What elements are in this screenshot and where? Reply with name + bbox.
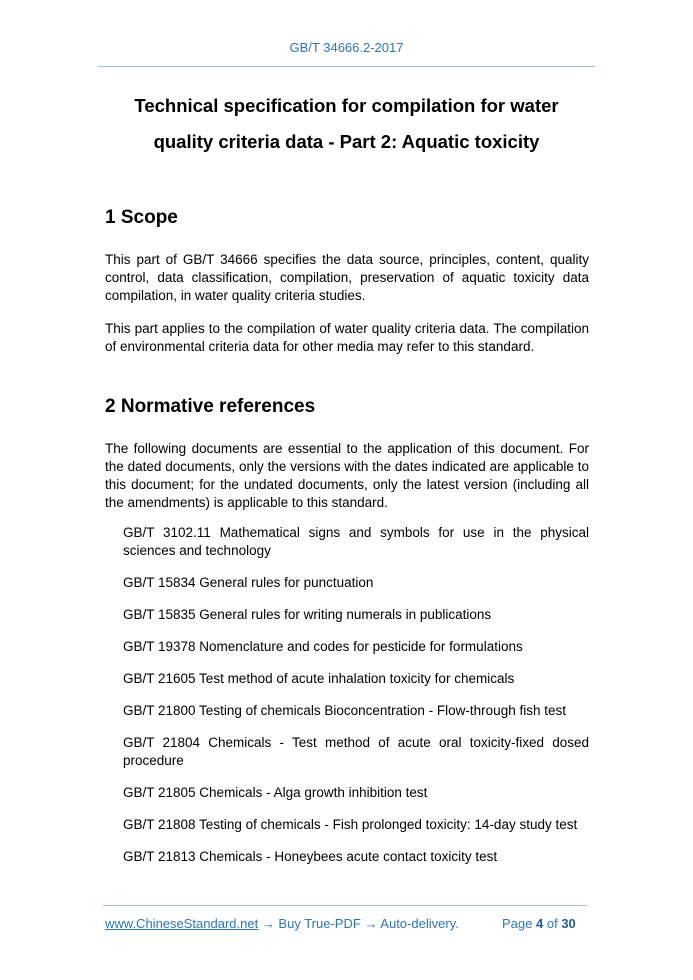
- document-title-line-1: Technical specification for compilation for water: [134, 95, 559, 116]
- page-current: 4: [536, 916, 544, 931]
- reference-item: GB/T 21805 Chemicals - Alga growth inhibition test: [123, 785, 428, 800]
- footer-promo: [105, 916, 459, 931]
- reference-item: GB/T 15835 General rules for writing numerals in publications: [123, 607, 492, 622]
- page-total: 30: [561, 916, 576, 931]
- page-label: Page: [502, 916, 533, 931]
- document-title-line-2: quality criteria data - Part 2: Aquatic toxicity: [153, 131, 540, 152]
- reference-item: GB/T 15834 General rules for punctuation: [123, 575, 374, 590]
- normative-references-intro: The following documents are essential to the application of this document. For the dated documents, only the versions with the dates indicated are applicable to this document; for the undated documents, only the latest version (including all the amendments) is applicable to this standard.: [105, 441, 589, 510]
- scope-paragraph-1: This part of GB/T 34666 specifies the data source, principles, content, quality control, data classification, compilation, preservation of aquatic toxicity data compilation, in water quality criteria studies.: [105, 252, 589, 303]
- chinesestandard-link[interactable]: www.ChineseStandard.net: [105, 916, 259, 931]
- document-title: [98, 88, 595, 160]
- reference-item: GB/T 21605 Test method of acute inhalation toxicity for chemicals: [123, 671, 515, 686]
- reference-item: GB/T 21808 Testing of chemicals - Fish prolonged toxicity: 14-day study test: [123, 817, 578, 832]
- page-header-standard-code: GB/T 34666.2-2017: [289, 40, 404, 55]
- reference-item: GB/T 21804 Chemicals - Test method of acute oral toxicity-fixed dosed procedure: [123, 735, 589, 768]
- reference-item: GB/T 3102.11 Mathematical signs and symbols for use in the physical sciences and technology: [123, 525, 589, 558]
- section-heading-normative-references: 2 Normative references: [105, 396, 316, 417]
- page-indicator: [502, 916, 576, 931]
- reference-item: GB/T 19378 Nomenclature and codes for pesticide for formulations: [123, 639, 523, 654]
- footer-divider: [103, 905, 587, 906]
- reference-item: GB/T 21813 Chemicals - Honeybees acute contact toxicity test: [123, 849, 498, 864]
- normative-references-list: [123, 524, 589, 880]
- reference-item: GB/T 21800 Testing of chemicals Bioconcentration - Flow-through fish test: [123, 703, 566, 718]
- header-divider: [98, 66, 595, 67]
- section-heading-scope: 1 Scope: [105, 207, 178, 228]
- scope-paragraph-2: This part applies to the compilation of water quality criteria data. The compilation of environmental criteria data for other media may refer to this standard.: [105, 321, 589, 354]
- footer-promo-text: → Buy True-PDF → Auto-delivery.: [258, 916, 459, 931]
- page-of-label: of: [546, 916, 558, 931]
